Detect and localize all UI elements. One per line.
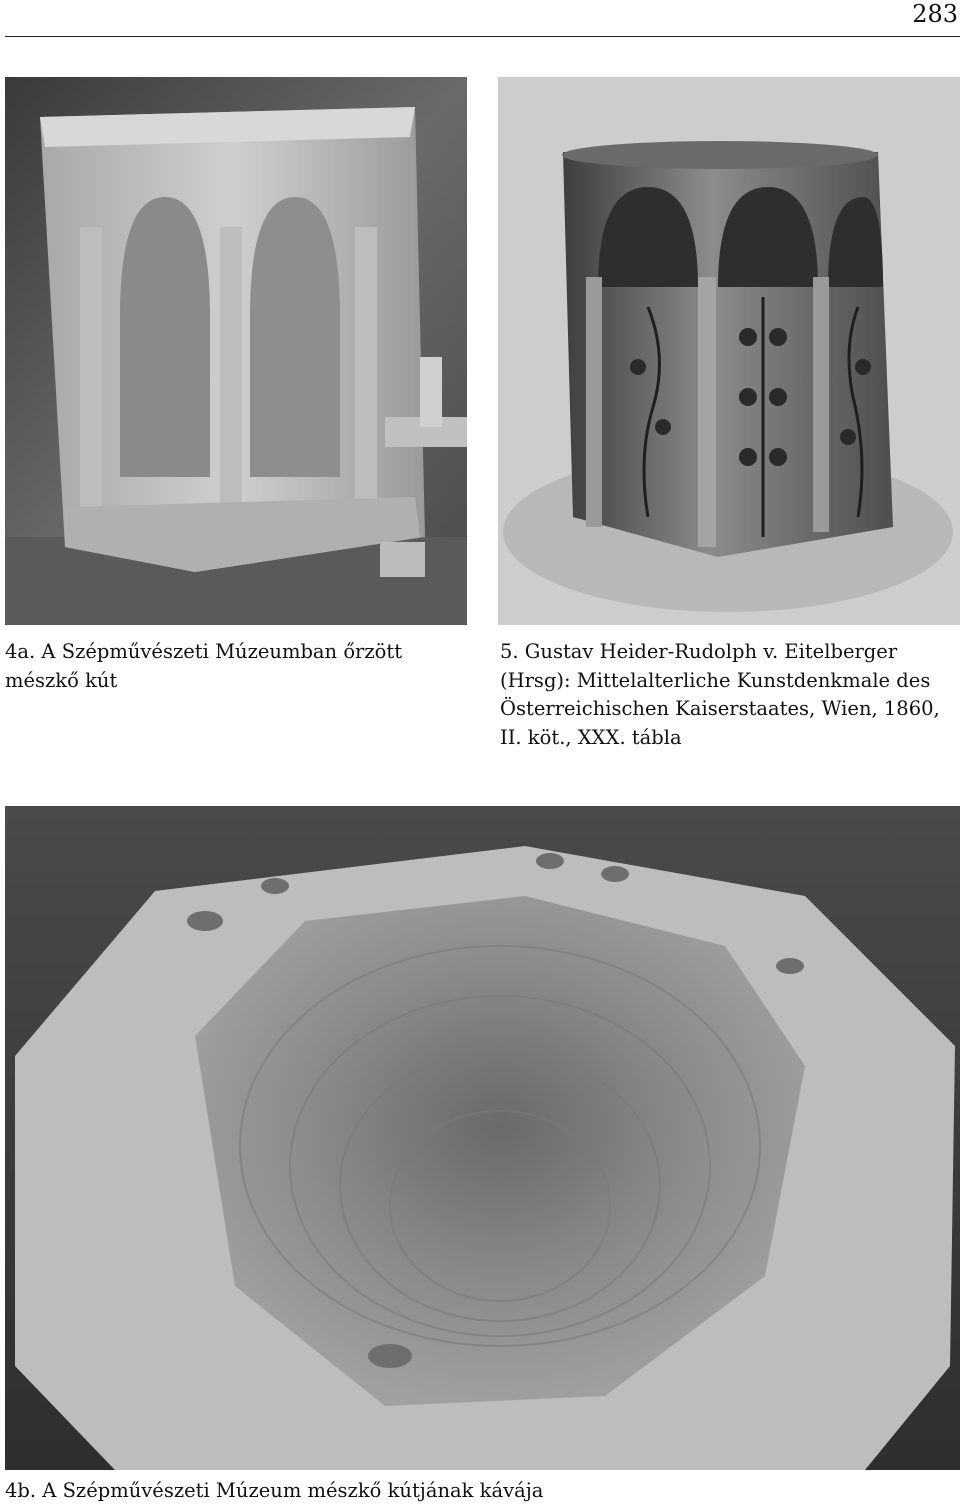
photo-limestone-well-graphic [5, 77, 467, 625]
caption-5-line: Österreichischen Kaiserstaates, Wien, 1860, [500, 697, 940, 720]
lithograph-well-illustration [498, 77, 960, 625]
caption-4a-line: 4a. A Szépművészeti Múzeumban őrzött [5, 640, 403, 663]
page-number: 283 [912, 0, 958, 28]
photo-limestone-well [5, 77, 467, 625]
caption-5-line: II. köt., XXX. tábla [500, 725, 682, 749]
caption-figure-4a [5, 638, 445, 695]
caption-5-line: 5. Gustav Heider-Rudolph v. Eitelberger [500, 640, 898, 663]
caption-figure-5 [500, 638, 960, 752]
caption-figure-4b: 4b. A Szépművészeti Múzeum mészkő kútjának kávája [5, 1479, 544, 1502]
caption-4a-line: mészkő kút [5, 668, 118, 692]
photo-well-rim-graphic [5, 806, 960, 1470]
caption-5-line: (Hrsg): Mittelalterliche Kunstdenkmale des [500, 668, 931, 692]
lithograph-well-graphic [498, 77, 960, 625]
photo-well-rim [5, 806, 960, 1470]
header-rule [5, 36, 960, 37]
